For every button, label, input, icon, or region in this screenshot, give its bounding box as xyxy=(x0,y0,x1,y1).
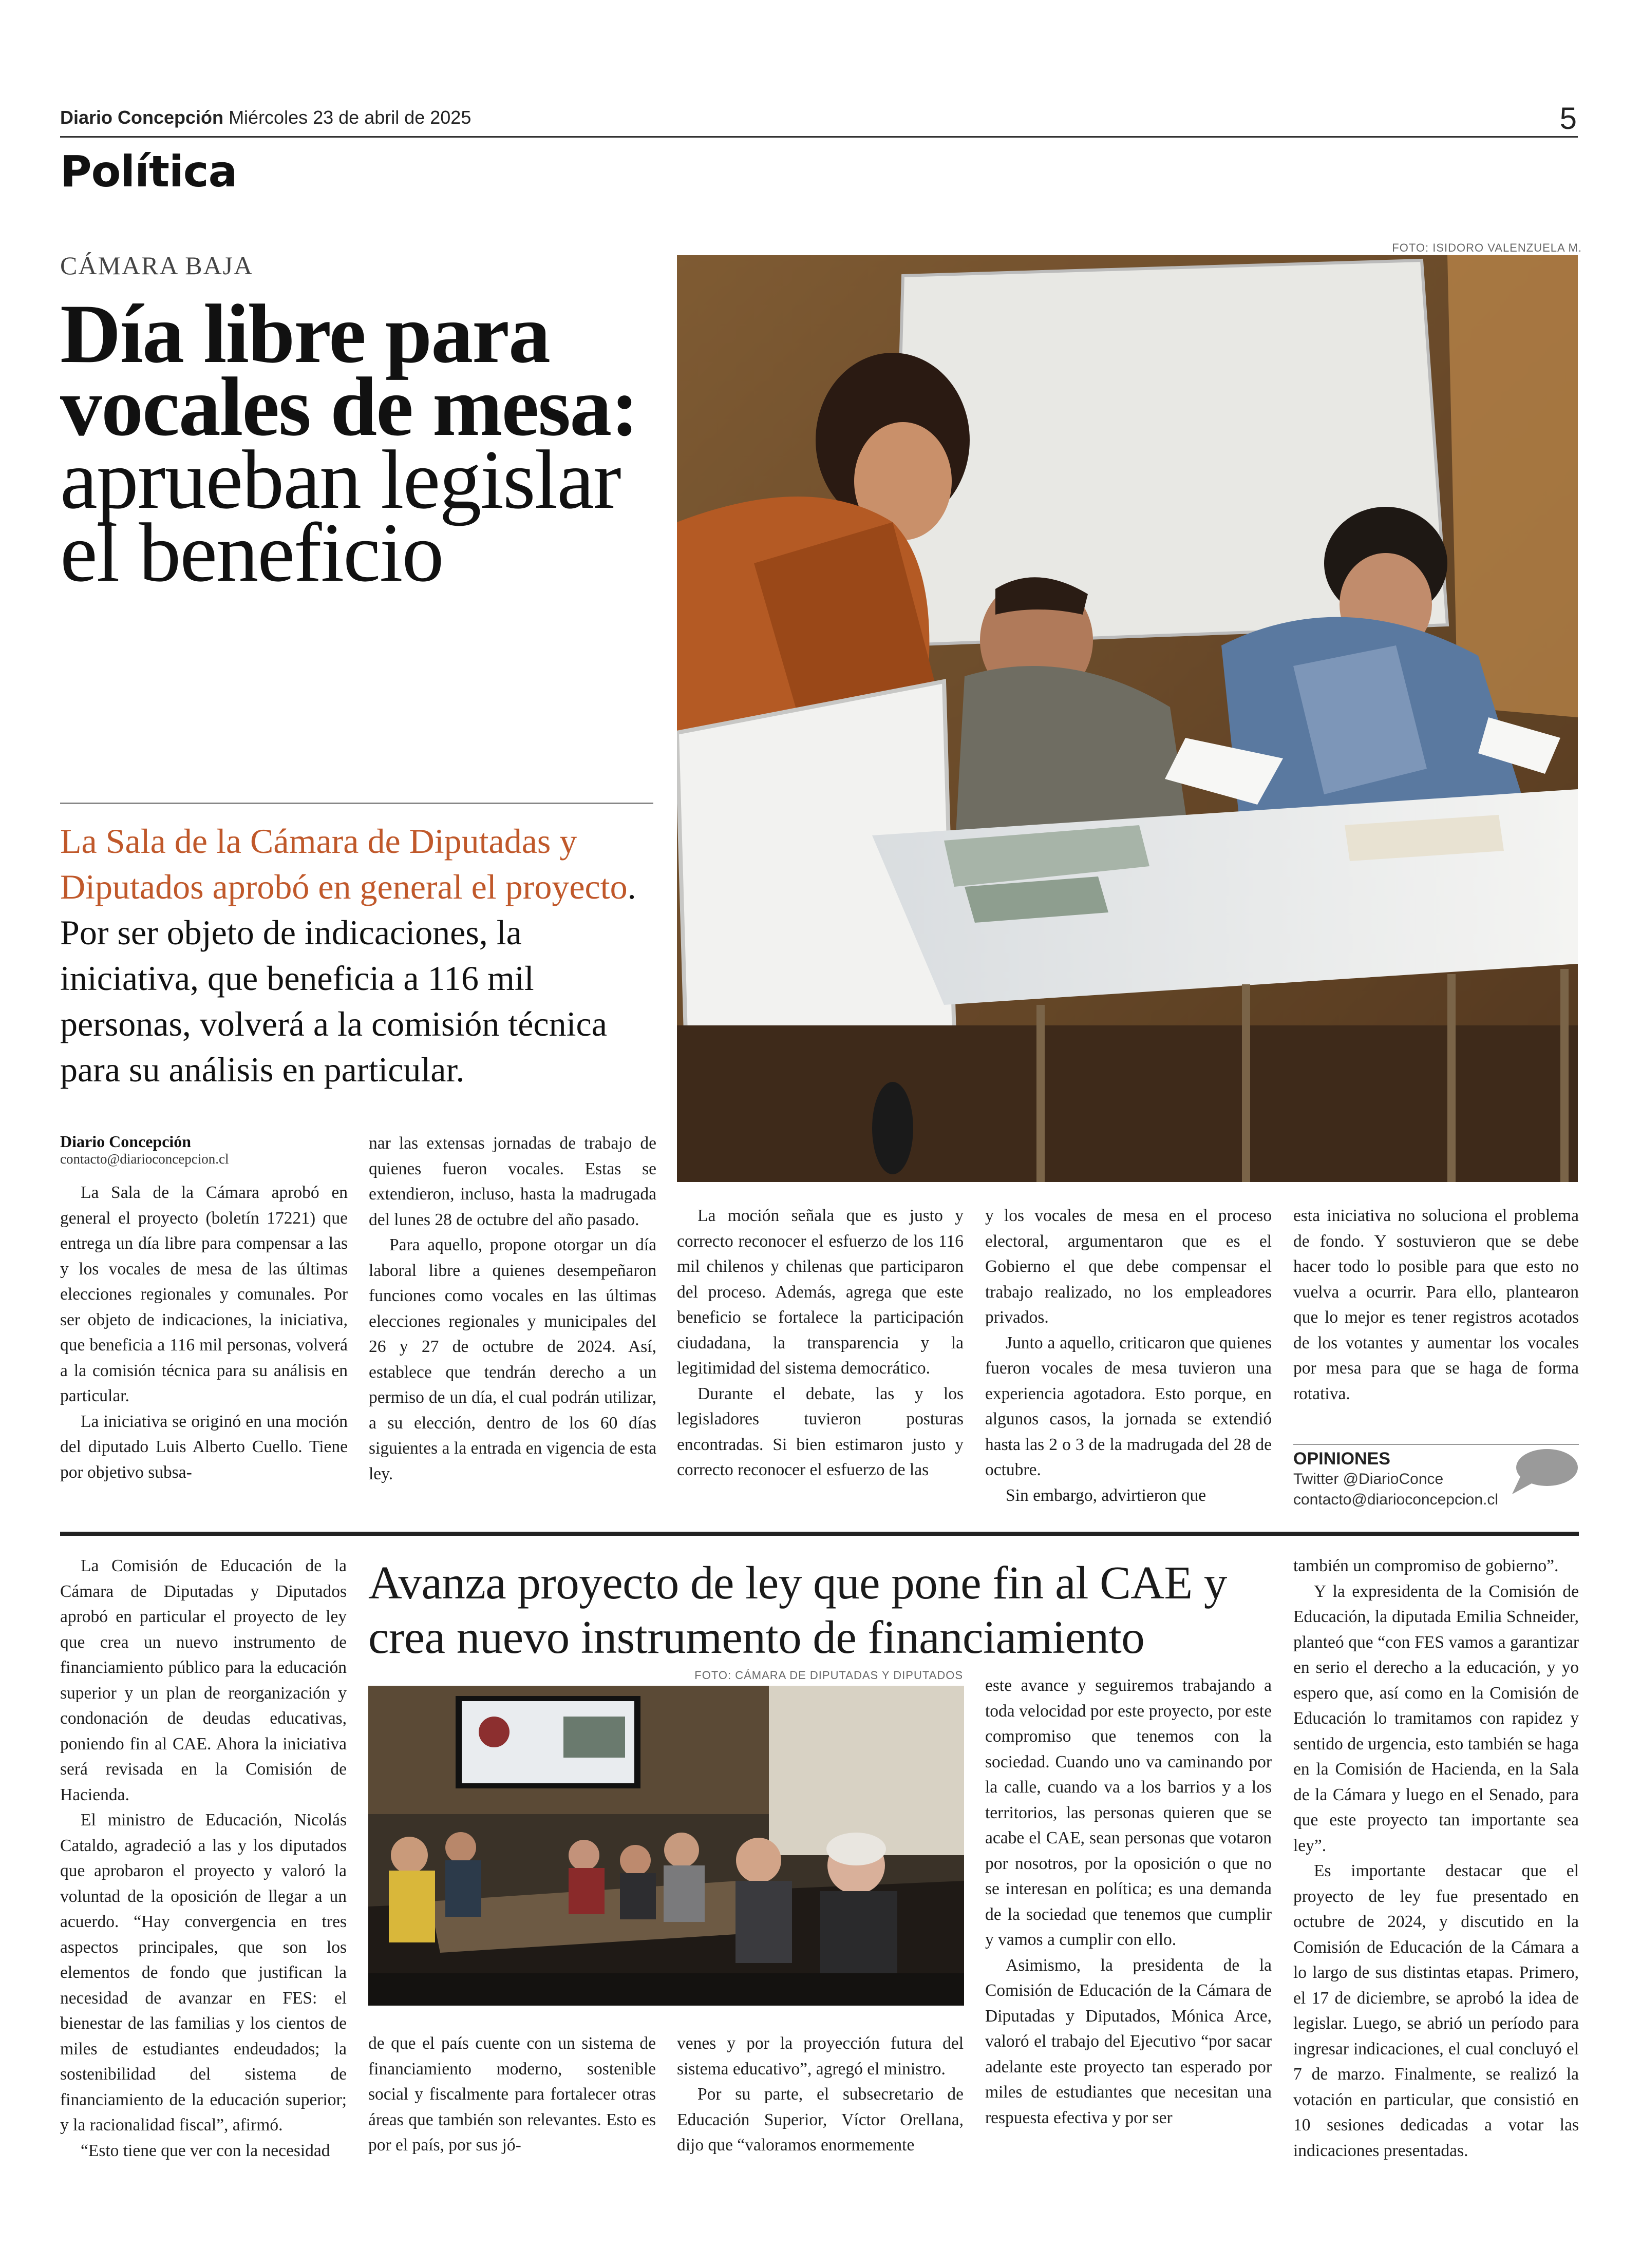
article-byline xyxy=(60,1132,348,1167)
article-column-2 xyxy=(369,1131,656,1486)
photo-credit: FOTO: ISIDORO VALENZUELA M. xyxy=(1392,241,1582,254)
paragraph: La Comisión de Educación de la Cámara de Diputadas y Diputados aprobó en particular el proyecto de ley que crea un nuevo instrumento de financiamiento público para la educación superior y un plan de reorganización y condonación de deudas educativas, poniendo fin al CAE. Ahora la iniciativa será revisada en la Comisión de Hacienda. xyxy=(60,1556,347,1804)
paragraph: La moción señala que es justo y correcto reconocer el esfuerzo de los 116 mil chilenos y chilenas que participaron del proceso. Además, agrega que este beneficio se fortalece la participación ciudadana, la transparencia y la legitimidad del sistema democrático. xyxy=(677,1206,964,1378)
article-kicker: CÁMARA BAJA xyxy=(60,251,254,280)
article2-column-1 xyxy=(60,1553,347,2163)
opinions-twitter: Twitter @DiarioConce xyxy=(1293,1471,1444,1488)
paragraph: y los vocales de mesa en el proceso electoral, argumentaron que es el Gobierno el que debe compensar el trabajo realizado, no los empleadores privados. xyxy=(985,1206,1272,1327)
paragraph: Y la expresidenta de la Comisión de Educación, la diputada Emilia Schneider, planteó que “con FES vamos a garantizar en serio el derecho a la educación, y yo espero que, así como en la Comisión de Educación lo tramitamos con rapidez y sentido de urgencia, esto también se haga en la Comisión de Hacienda, en la Sala de la Cámara y luego en el Senado, para que este proyecto tan importante sea ley”. xyxy=(1293,1581,1579,1855)
article2-headline: Avanza proyecto de ley que pone fin al CAE y crea nuevo instrumento de financiamiento xyxy=(368,1557,1227,1663)
headline-bold-part: Día libre para vocales de mesa: xyxy=(60,288,638,453)
paragraph: esta iniciativa no soluciona el problema de fondo. Y sostuvieron que se debe hacer todo lo posible para que esto no vuelva a ocurrir. Para ello, plantearon que lo mejor es tener registros acotados de los votantes y aumentar los vocales por mesa para que se haga de forma rotativa. xyxy=(1293,1206,1579,1403)
paragraph: “Esto tiene que ver con la necesidad xyxy=(81,2141,330,2160)
paragraph: La Sala de la Cámara aprobó en general el proyecto (boletín 17221) que entrega un día libre para compensar a las y los vocales de mesa de las últimas elecciones regionales y comunales. Por ser objeto de indicaciones, la iniciativa, que beneficia a 116 mil personas, volverá a la comisión técnica para su análisis en particular. xyxy=(60,1183,348,1405)
polling-station-photo xyxy=(677,255,1578,1182)
paragraph: nar las extensas jornadas de trabajo de quienes fueron vocales. Estas se extendieron, incluso, hasta la madrugada del lunes 28 de octubre del año pasado. xyxy=(369,1134,656,1229)
article-column-5 xyxy=(1293,1203,1579,1406)
paragraph: Es importante destacar que el proyecto de ley fue presentado en octubre de 2024, y discutido en la Comisión de Educación de la Cámara a lo largo de sus distintas etapas. Primero, el 17 de diciembre, se aprobó la idea de legislar. Luego, se abrió un período para ingresar indicaciones, el cual concluyó el 7 de marzo. Finalmente, se realizó la votación en particular, que consistió en 10 sesiones dedicadas a votar las indicaciones presentadas. xyxy=(1293,1861,1579,2160)
section-divider xyxy=(60,1532,1579,1536)
newspaper-brand: Diario Concepción xyxy=(60,107,224,128)
article-column-1 xyxy=(60,1180,348,1485)
section-title: Política xyxy=(60,146,237,197)
lead-text: . Por ser objeto de indicaciones, la iniciativa, que beneficia a 116 mil personas, volverá a la comisión técnica para su análisis en particular. xyxy=(60,867,636,1089)
photo-credit: FOTO: CÁMARA DE DIPUTADAS Y DIPUTADOS xyxy=(694,1669,963,1682)
article-photo xyxy=(677,255,1578,1182)
paragraph: venes y por la proyección futura del sistema educativo”, agregó el ministro. xyxy=(677,2034,964,2079)
article-column-4 xyxy=(985,1203,1272,1508)
issue-date: Miércoles 23 de abril de 2025 xyxy=(229,107,471,128)
paragraph: Para aquello, propone otorgar un día laboral libre a quienes desempeñaron funciones como vocales en las últimas elecciones regionales y municipales del 26 y 27 de octubre de 2024. Así, establece que tendrán derecho a un permiso de un día, el cual podrán utilizar, a su elección, dentro de los 60 días siguientes a la entrada en vigencia de esta ley. xyxy=(369,1235,656,1483)
article2-photo xyxy=(368,1686,964,2006)
lead-highlight: La Sala de la Cámara de Diputadas y Diputados aprobó en general el proyecto xyxy=(60,822,628,906)
opinions-email: contacto@diarioconcepcion.cl xyxy=(1293,1491,1499,1508)
article-headline xyxy=(60,288,666,599)
byline-name: Diario Concepción xyxy=(60,1132,192,1151)
paragraph: Durante el debate, las y los legisladores tuvieron posturas encontradas. Si bien estimaron justo y correcto reconocer el esfuerzo de las xyxy=(677,1384,964,1479)
paragraph: Por su parte, el subsecretario de Educación Superior, Víctor Orellana, dijo que “valoramos enormemente xyxy=(677,2085,964,2155)
paragraph: Sin embargo, advirtieron que xyxy=(1006,1485,1206,1505)
paragraph: también un compromiso de gobierno”. xyxy=(1293,1556,1559,1575)
masthead xyxy=(60,107,471,128)
commission-session-photo xyxy=(368,1686,964,2006)
header-rule xyxy=(60,136,1578,138)
headline-divider xyxy=(60,803,653,804)
headline-regular-part: aprueban legislar el beneficio xyxy=(60,433,620,599)
paragraph: este avance y seguiremos trabajando a toda velocidad por este proyecto, por este compromiso que tenemos con la sociedad. Cuando uno va caminando por la calle, cuando va a los barrios y a los territorios, las personas quieren que se acabe el CAE, sean personas que votaron por nosotros, por la oposición o que no se interesan en política; es una demanda de la sociedad que tenemos que cumplir y vamos a cumplir con ello. xyxy=(985,1676,1272,1949)
paragraph: El ministro de Educación, Nicolás Cataldo, agradeció a las y los diputados que aprobaron el proyecto y valoró la voluntad de la oposición de llegar a un acuerdo. “Hay convergencia en tres aspectos principales, que son los elementos de fondo que justifican la necesidad de avanzar en FES: el bienestar de las familias y los cientos de miles de estudiantes endeudados; la sostenibilidad del sistema de financiamiento de la educación superior; y la racionalidad fiscal”, afirmó. xyxy=(60,1810,347,2134)
page-number: 5 xyxy=(1559,101,1577,136)
byline-email: contacto@diarioconcepcion.cl xyxy=(60,1151,229,1167)
speech-bubble-icon xyxy=(1509,1447,1579,1496)
article2-column-2 xyxy=(368,2031,656,2158)
paragraph: La iniciativa se originó en una moción del diputado Luis Alberto Cuello. Tiene por objetivo subsa- xyxy=(60,1412,348,1482)
paragraph: de que el país cuente con un sistema de financiamiento moderno, sostenible social y fiscalmente para fortalecer otras áreas que también son relevantes. Esto es por el país, por sus jó- xyxy=(368,2034,656,2155)
article2-column-3 xyxy=(677,2031,964,2158)
article2-column-4 xyxy=(985,1673,1272,2130)
paragraph: Junto a aquello, criticaron que quienes fueron vocales de mesa tuvieron una experiencia agotadora. Esto porque, en algunos casos, la jornada se extendió hasta las 2 o 3 de la madrugada del 28 de octubre. xyxy=(985,1333,1272,1479)
article-column-3 xyxy=(677,1203,964,1483)
opinions-title: OPINIONES xyxy=(1293,1449,1390,1469)
article-lead xyxy=(60,818,656,1093)
article2-column-5 xyxy=(1293,1553,1579,2163)
paragraph: Asimismo, la presidenta de la Comisión de Educación de la Cámara de Diputadas y Diputados, Mónica Arce, valoró el trabajo del Ejecutivo “por sacar adelante este proyecto tan esperado por miles de estudiantes que necesitan una respuesta efectiva y por ser xyxy=(985,1955,1272,2127)
